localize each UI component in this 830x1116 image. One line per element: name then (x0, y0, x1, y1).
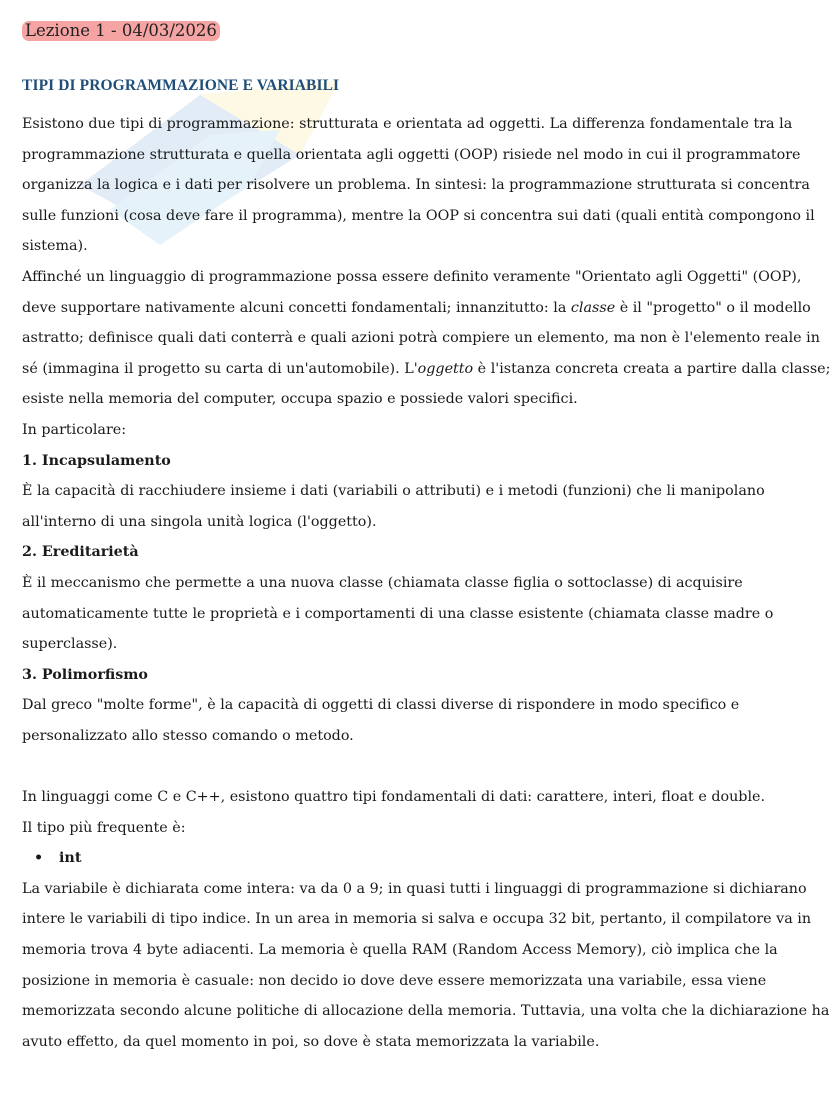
text-line: esiste nella memoria del computer, occupa spazio e possiede valori specifici. (22, 391, 578, 408)
text-line: In linguaggi come C e C++, esistono quattro tipi fondamentali di dati: carattere, interi, float e double. (22, 789, 766, 806)
text-line: programmazione strutturata e quella orientata agli oggetti (OOP) risiede nel modo in cui il programmatore (22, 146, 801, 163)
text-line: personalizzato allo stesso comando o metodo. (22, 727, 354, 744)
text-line: Dal greco "molte forme", è la capacità di oggetti di classi diverse di rispondere in modo specifico e (22, 697, 740, 714)
bullet-item-int (22, 843, 774, 874)
document-body (22, 109, 830, 1057)
emphasis-oggetto: oggetto (417, 360, 474, 377)
heading-polimorfismo: 3. Polimorfismo (22, 666, 148, 683)
paragraph-oop-definition (22, 262, 830, 446)
text-run: è l'istanza concreta creata a partire dalla classe; (473, 360, 830, 377)
text-line: memorizzata secondo alcune politiche di allocazione della memoria. Tuttavia, una volta che la dichiarazione ha (22, 1003, 830, 1020)
section-title: TIPI DI PROGRAMMAZIONE E VARIABILI (22, 77, 340, 94)
text-line: automaticamente tutte le proprietà e i comportamenti di una classe esistente (chiamata classe madre o (22, 605, 774, 622)
text-line: In particolare: (22, 421, 127, 438)
bullet-dot-icon: • (34, 850, 44, 867)
text-line (22, 354, 830, 385)
text-line: Affinché un linguaggio di programmazione possa essere definito veramente "Orientato agli Oggetti" (OOP), (22, 268, 802, 285)
text-run: deve supportare nativamente alcuni concetti fondamentali; innanzitutto: la (22, 299, 571, 316)
text-run: è il "progetto" o il modello (615, 299, 811, 316)
text-line: sulle funzioni (cosa deve fare il programma), mentre la OOP si concentra sui dati (quali entità compongono il (22, 207, 815, 224)
bullet-label: int (59, 850, 82, 867)
text-line: sistema). (22, 238, 88, 255)
paragraph-programming-types (22, 109, 815, 262)
text-line: La variabile è dichiarata come intera: va da 0 a 9; in quasi tutti i linguaggi di programmazione si dichiarano (22, 880, 807, 897)
lesson-date-highlight: Lezione 1 - 04/03/2026 (22, 21, 220, 41)
text-line: memoria trova 4 byte adiacenti. La memoria è quella RAM (Random Access Memory), ciò implica che la (22, 942, 778, 959)
text-line: avuto effetto, da quel momento in poi, so dove è stata memorizzata la variabile. (22, 1033, 600, 1050)
heading-incapsulamento: 1. Incapsulamento (22, 452, 171, 469)
text-run: sé (immagina il progetto su carta di un'automobile). L' (22, 360, 418, 377)
text-line: Il tipo più frequente è: (22, 819, 186, 836)
text-line: organizza la logica e i dati per risolvere un problema. In sintesi: la programmazione strutturata si concentra (22, 177, 810, 194)
blank-line (22, 751, 774, 782)
text-line: posizione in memoria è casuale: non decido io dove deve essere memorizzata una variabile, essa viene (22, 972, 767, 989)
text-line (22, 293, 811, 324)
text-line: Esistono due tipi di programmazione: strutturata e orientata ad oggetti. La differenza fondamentale tra la (22, 116, 793, 132)
heading-ereditarieta: 2. Ereditarietà (22, 544, 139, 561)
text-line: all'interno di una singola unità logica (l'oggetto). (22, 513, 377, 530)
text-line: astratto; definisce quali dati conterrà e quali azioni potrà compiere un elemento, ma non è l'elemento reale in (22, 330, 820, 347)
text-line: È la capacità di racchiudere insieme i dati (variabili o attributi) e i metodi (funzioni) che li manipolano (22, 483, 765, 500)
text-line: superclasse). (22, 636, 118, 653)
text-line: È il meccanismo che permette a una nuova classe (chiamata classe figlia o sottoclasse) di acquisire (22, 574, 743, 591)
text-line: intere le variabili di tipo indice. In un area in memoria si salva e occupa 32 bit, pertanto, il compilatore va in (22, 911, 812, 928)
emphasis-classe: classe (570, 299, 616, 316)
